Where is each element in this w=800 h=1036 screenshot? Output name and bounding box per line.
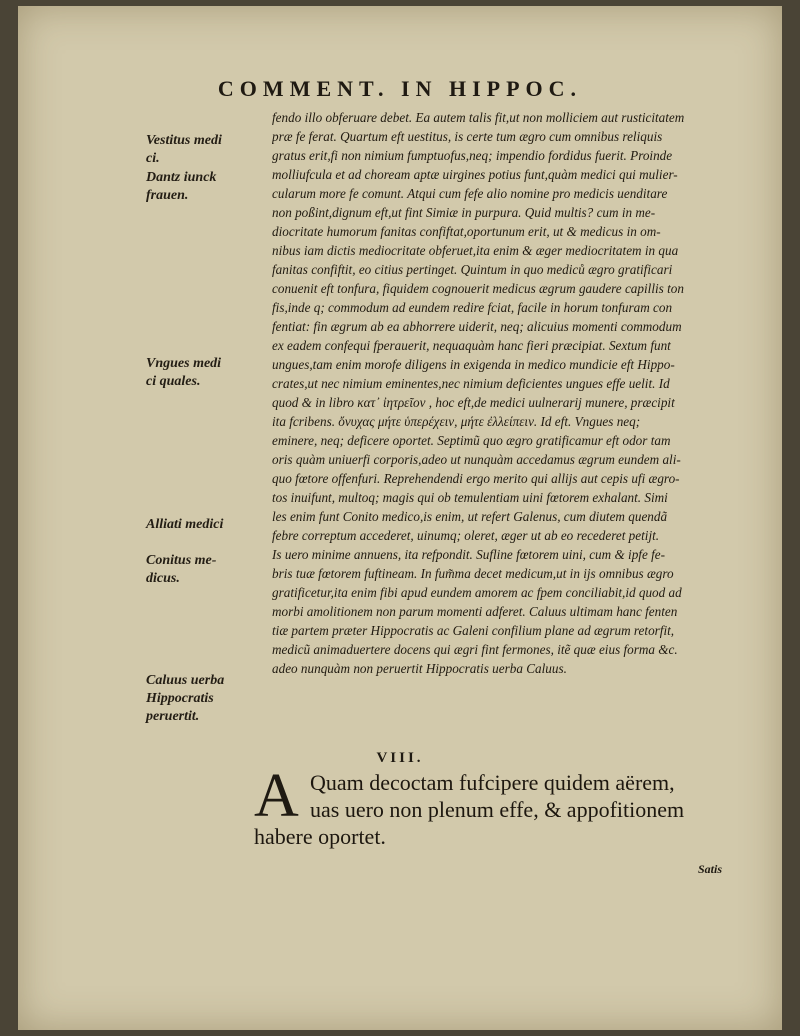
- margin-note-line: Hippocratis: [146, 691, 214, 706]
- text-line: oris quàm uniuerfi corporis,adeo ut nunquàm accedamus ægrum eundem ali-: [272, 452, 681, 467]
- margin-note-line: ci.: [146, 151, 160, 166]
- text-line: ita fcribens. ὄνυχας μήτε ὑπερέχειν, μήτε ἐλλείπειν. Id eft. Vngues neq;: [272, 414, 641, 429]
- margin-note-vngues: [146, 355, 256, 391]
- text-line: nibus iam dictis mediocritate obferuet,ita enim & æger mediocritatem in qua: [272, 243, 679, 258]
- catchword: Satis: [698, 862, 723, 876]
- text-line: tos inuifunt, multoq; magis qui ob temulentiam uini fœtorem exhalant. Simi: [272, 490, 668, 505]
- text-line: medicũ animaduertere docens qui ægri fint fermones, itẽ quæ eius forma &c.: [272, 642, 678, 657]
- text-line: quod & in libro κατ᾽ ἰητρεῖον , hoc eft,de medici uulnerarij munere, præcipit: [272, 395, 675, 410]
- text-line: præ fe ferat. Quartum eft uestitus, is certe tum ægro cum omnibus reliquis: [272, 129, 663, 144]
- text-line: les enim funt Conito medico,is enim, ut refert Galenus, cum diutem quendã: [272, 509, 668, 524]
- margin-note-line: frauen.: [146, 188, 189, 203]
- text-line: febre correptum accederet, uinumq; oleret, æger ut ab eo recederet petijt.: [272, 528, 660, 543]
- text-line: molliufcula et ad choream aptæ uirgines potius funt,quàm medici qui mulier-: [272, 167, 678, 182]
- text-line: Is uero minime annuens, ita refpondit. Sufline fœtorem uini, cum & ipfe fe-: [272, 547, 666, 562]
- margin-note-line: Vngues medi: [146, 356, 222, 371]
- aphorism-line: habere oportet.: [254, 824, 386, 849]
- text-line: cularum more fe comunt. Atqui cum fefe alio nomine pro medicis uenditare: [272, 186, 668, 201]
- text-line: adeo nunquàm non peruertit Hippocratis uerba Caluus.: [272, 661, 567, 676]
- text-line: gratus erit,fi non nimium fumptuofus,neq; impendio fordidus fuerit. Proinde: [272, 148, 673, 163]
- margin-note-caluus: [146, 672, 256, 726]
- text-line: diocritate humorum fanitas confiftat,oportunum erit, ut & medicus in om-: [272, 224, 661, 239]
- text-line: eminere, neq; deficere oportet. Septimũ quo ægro gratificamur eft odor tam: [272, 433, 671, 448]
- text-line: fentiat: fin ægrum ab ea abhorrere uiderit, neq; alicuius momenti commodum: [272, 319, 682, 334]
- margin-note-line: Caluus uerba: [146, 673, 225, 688]
- text-line: fanitas confiftit, eo citius pertinget. Quintum in quo mediců ægro gratificari: [272, 262, 673, 277]
- aphorism-line: uas uero non plenum effe, & appofitionem: [310, 797, 685, 822]
- book-page: [18, 6, 782, 1030]
- text-line: non poßint,dignum eft,ut fint Simiæ in purpura. Quid multis? cum in me-: [272, 205, 656, 220]
- margin-note-line: peruertit.: [146, 709, 200, 724]
- text-line: bris tuæ fœtorem fuftineam. In fum̃ma decet medicum,ut in ijs omnibus ægro: [272, 566, 674, 581]
- text-line: fendo illo obferuare debet. Ea autem talis fit,ut non molliciem aut rusticitatem: [272, 110, 685, 125]
- margin-note-dantz: [146, 169, 256, 205]
- text-line: gratificetur,ita enim fibi apud eundem amorem ac fpem conciliabit,id quod ad: [272, 585, 682, 600]
- drop-cap: A: [254, 762, 299, 830]
- text-line: morbi amolitionem non parum momenti adferet. Caluus ultimam hanc fenten: [272, 604, 678, 619]
- commentary-text: [272, 108, 792, 678]
- text-line: ex eadem confequi fperauerit, nequaquàm hanc fieri præcipiat. Sextum funt: [272, 338, 671, 353]
- margin-note-line: Alliati medici: [146, 517, 224, 532]
- text-line: quo fœtore offenfuri. Reprehendendi ergo merito qui allijs aut cepis ufi ægro-: [272, 471, 680, 486]
- text-line: conuenit eft tonfura, fiquidem cognouerit medicus ægrum gaudere capillis ton: [272, 281, 684, 296]
- running-head: COMMENT. IN HIPPOC.: [217, 76, 583, 101]
- text-line: ungues,tam enim morofe diligens in exigenda in medico mundicie eft Hippo-: [272, 357, 675, 372]
- margin-note-line: Vestitus medi: [146, 133, 222, 148]
- margin-note-vestitus: [146, 132, 256, 168]
- margin-note-line: Conitus me-: [146, 553, 217, 568]
- text-line: fis,inde q; commodum ad eundem redire fciat, facile in horum tonfuram con: [272, 300, 673, 315]
- margin-note-line: Dantz iunck: [146, 170, 217, 185]
- margin-note-conitus: [146, 552, 256, 588]
- aphorism-line: Quam decoctam fufcipere quidem aërem,: [310, 770, 675, 795]
- margin-note-line: ci quales.: [146, 374, 201, 389]
- text-line: tiæ partem præter Hippocratis ac Galeni confilium plane ad ægrum retorfit,: [272, 623, 675, 638]
- section-number: VIII.: [376, 750, 424, 766]
- margin-note-line: dicus.: [146, 571, 180, 586]
- margin-note-alliati: [146, 516, 256, 534]
- text-line: crates,ut nec nimium eminentes,nec nimium deficientes ungues effe uelit. Id: [272, 376, 670, 391]
